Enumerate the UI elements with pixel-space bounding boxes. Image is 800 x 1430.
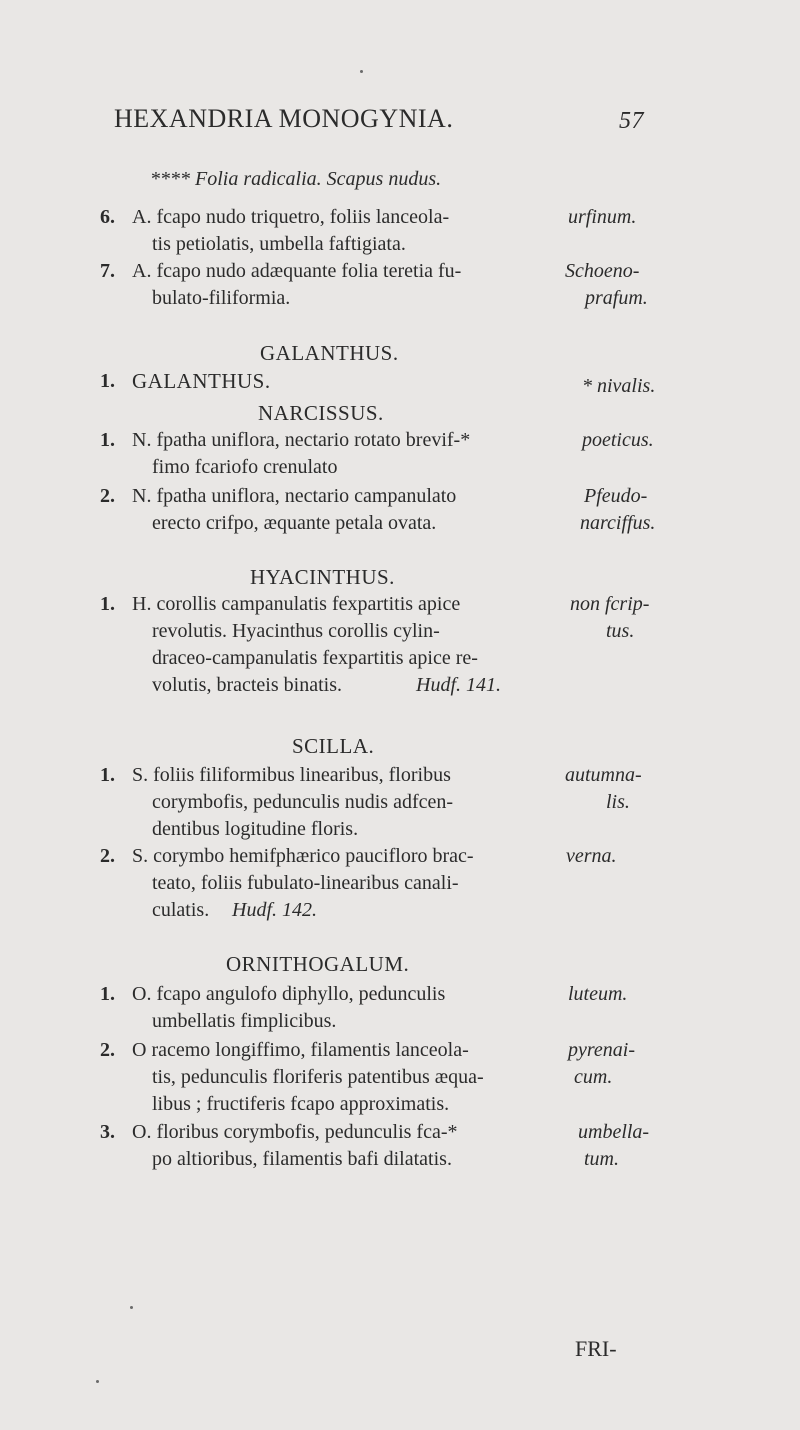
entry-line: revolutis. Hyacinthus corollis cylin-: [152, 620, 440, 642]
species-name: umbella-: [578, 1121, 650, 1143]
species-name: Pfeudo-: [584, 485, 648, 507]
entry-line: A. fcapo nudo adæquante folia teretia fu-: [132, 260, 462, 282]
entry-line: H. corollis campanulatis fexpartitis apice: [132, 593, 461, 615]
entry-line: libus ; fructiferis fcapo approximatis.: [152, 1093, 450, 1115]
entry-line: erecto crifpo, æquante petala ovata.: [152, 512, 437, 534]
entry-number: 1.: [100, 593, 115, 615]
entry-line: culatis.: [152, 899, 210, 921]
entry-line: dentibus logitudine floris.: [152, 818, 359, 840]
species-name: verna.: [566, 845, 617, 867]
entry-line: fimo fcariofo crenulato: [152, 456, 338, 478]
species-name: narciffus.: [580, 512, 656, 534]
catchword: FRI-: [575, 1336, 617, 1361]
entry-line: bulato-filiformia.: [152, 287, 291, 309]
entry-line: N. fpatha uniflora, nectario campanulato: [132, 485, 457, 507]
entry-number: 1.: [100, 429, 115, 451]
entry-line: volutis, bracteis binatis.: [152, 674, 342, 696]
entry-line: A. fcapo nudo triquetro, foliis lanceola-: [132, 206, 450, 228]
species-name: autumna-: [565, 764, 642, 786]
entry-line: O. floribus corymbofis, pedunculis fca-*: [132, 1121, 458, 1143]
entry-number: 1.: [100, 983, 115, 1005]
entry-line: N. fpatha uniflora, nectario rotato brevif-*: [132, 429, 471, 451]
entry-line: draceo-campanulatis fexpartitis apice re-: [152, 647, 478, 669]
reference: Hudf. 142.: [232, 899, 317, 921]
genus-heading: GALANTHUS.: [260, 341, 399, 365]
entry-line: po altioribus, filamentis bafi dilatatis.: [152, 1148, 452, 1170]
species-name: pyrenai-: [568, 1039, 636, 1061]
species-name: tus.: [606, 620, 635, 642]
genus-heading: HYACINTHUS.: [250, 565, 395, 589]
species-name: poeticus.: [582, 429, 654, 451]
entry-line: S. corymbo hemifphærico paucifloro brac-: [132, 845, 474, 867]
running-title: HEXANDRIA MONOGYNIA.: [114, 104, 454, 133]
paper-speck: [130, 1306, 133, 1309]
entry-line: tis petiolatis, umbella faftigiata.: [152, 233, 406, 255]
entry-number: 2.: [100, 845, 115, 867]
entry-number: 6.: [100, 206, 115, 228]
entry-line: GALANTHUS.: [132, 369, 271, 393]
species-name: Schoeno-: [565, 260, 640, 282]
species-name: cum.: [574, 1066, 613, 1088]
entry-line: O racemo longiffimo, filamentis lanceola-: [132, 1039, 469, 1061]
genus-heading: NARCISSUS.: [258, 401, 384, 425]
paper-speck: [96, 1380, 99, 1383]
species-name: urfinum.: [568, 206, 637, 228]
genus-heading: ORNITHOGALUM.: [226, 952, 410, 976]
species-name: luteum.: [568, 983, 628, 1005]
reference: Hudf. 141.: [416, 674, 501, 696]
species-name: non fcrip-: [570, 593, 650, 615]
species-name: lis.: [606, 791, 630, 813]
page-number: 57: [619, 108, 644, 134]
entry-line: S. foliis filiformibus linearibus, floribus: [132, 764, 451, 786]
species-name: prafum.: [585, 287, 648, 309]
entry-line: teato, foliis fubulato-linearibus canali-: [152, 872, 459, 894]
entry-number: 3.: [100, 1121, 115, 1143]
species-name: tum.: [584, 1148, 619, 1170]
entry-number: 1.: [100, 764, 115, 786]
section-heading: **** Folia radicalia. Scapus nudus.: [150, 168, 442, 190]
genus-heading: SCILLA.: [292, 734, 375, 758]
entry-line: umbellatis fimplicibus.: [152, 1010, 337, 1032]
entry-number: 1.: [100, 370, 115, 392]
paper-speck: [360, 70, 363, 73]
entry-number: 2.: [100, 1039, 115, 1061]
entry-number: 2.: [100, 485, 115, 507]
entry-number: 7.: [100, 260, 115, 282]
entry-line: O. fcapo angulofo diphyllo, pedunculis: [132, 983, 446, 1005]
entry-line: tis, pedunculis floriferis patentibus æqua-: [152, 1066, 484, 1088]
species-name: * nivalis.: [582, 375, 656, 397]
entry-line: corymbofis, pedunculis nudis adfcen-: [152, 791, 454, 813]
